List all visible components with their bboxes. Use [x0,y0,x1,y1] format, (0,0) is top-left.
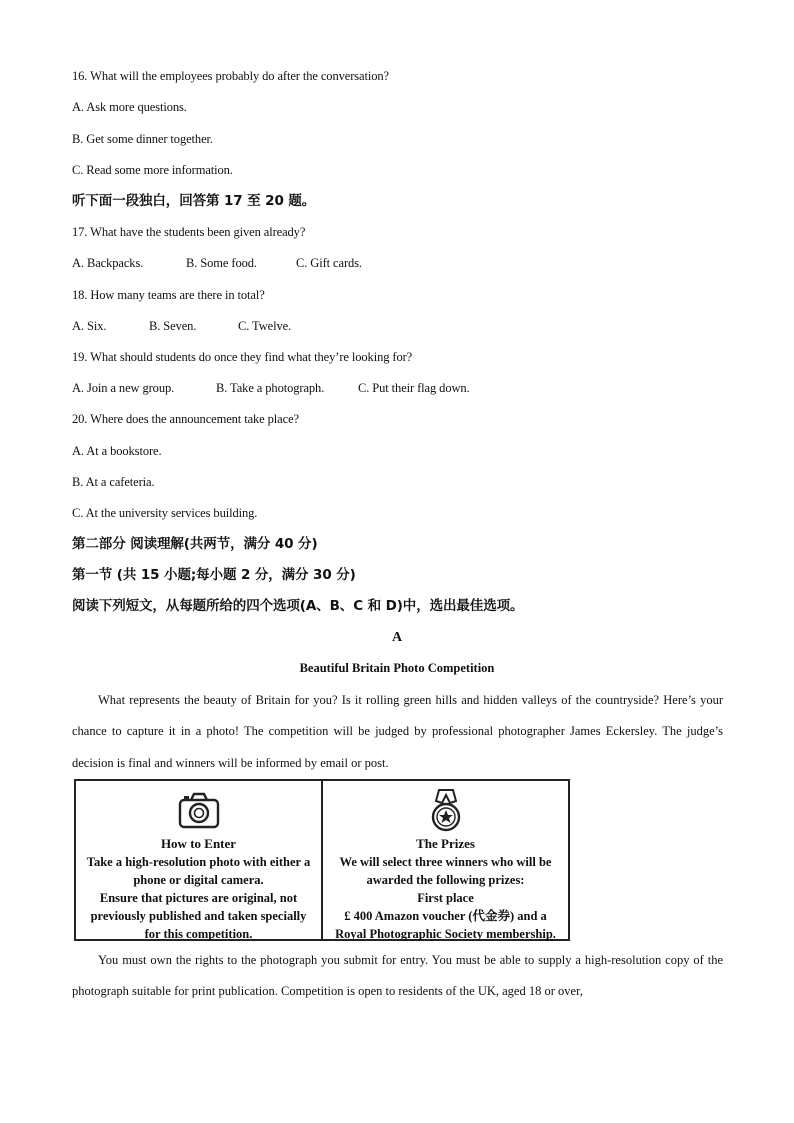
prizes-panel [323,781,568,939]
reading-instruction: 阅读下列短文，从每题所给的四个选项(A、B、C 和 D)中，选出最佳选项。 [72,598,524,614]
option-17c: C. Gift cards. [296,256,362,270]
listening-instruction: 听下面一段独白，回答第 17 至 20 题。 [72,193,316,209]
passage-title: Beautiful Britain Photo Competition [299,661,495,675]
option-19b: B. Take a photograph. [216,381,325,395]
camera-icon [76,789,321,833]
options-17 [72,255,362,271]
question-18: 18. How many teams are there in total? [72,288,265,302]
paragraph-1-text: What represents the beauty of Britain for you? Is it rolling green hills and hidden valleys of the countryside? Here’s your chance to capture it in a photo! The competition will be judged by professional photographer James Eckersley. The judge’s decision is final and winners will be informed by email or post. [72,693,723,770]
option-19a: A. Join a new group. [72,381,175,395]
option-18c: C. Twelve. [238,319,292,333]
option-20b: B. At a cafeteria. [72,475,155,489]
enter-line-1: Take a high-resolution photo with either a [86,855,311,869]
prize-line-1: We will select three winners who will be [339,855,552,869]
option-18a: A. Six. [72,319,107,333]
enter-line-5: for this competition. [144,927,253,941]
option-18b: B. Seven. [149,319,197,333]
part2-title: 第二部分 阅读理解(共两节，满分 40 分) [72,536,318,552]
paragraph-2-text: You must own the rights to the photograph you submit for entry. You must be able to supply a high-resolution copy of the photograph suitable for print publication. Competition is open to residents of the UK, aged 18 or over, [72,953,723,999]
info-box [74,779,570,941]
question-19: 19. What should students do once they find what they’re looking for? [72,350,413,364]
option-20a: A. At a bookstore. [72,444,162,458]
enter-line-2: phone or digital camera. [133,873,264,887]
passage-letter: A [391,630,403,645]
prize-line-3: First place [417,891,474,905]
question-16: 16. What will the employees probably do after the conversation? [72,69,389,83]
option-16a: A. Ask more questions. [72,100,187,114]
paragraph-1 [72,685,723,779]
options-19 [72,380,470,396]
enter-line-4: previously published and taken specially [90,909,307,923]
option-16b: B. Get some dinner together. [72,132,213,146]
paragraph-2 [72,945,723,1008]
how-to-enter-heading: How to Enter [160,836,237,851]
prizes-heading: The Prizes [416,836,475,851]
question-20: 20. Where does the announcement take place? [72,412,299,426]
option-19c: C. Put their flag down. [358,381,470,395]
question-17: 17. What have the students been given already? [72,225,306,239]
option-20c: C. At the university services building. [72,506,258,520]
enter-line-3: Ensure that pictures are original, not [99,891,298,905]
prize-line-2: awarded the following prizes: [366,873,525,887]
option-17a: A. Backpacks. [72,256,144,270]
prize-line-4: £ 400 Amazon voucher (代金券) and a [344,909,547,923]
how-to-enter-panel [76,781,323,939]
option-16c: C. Read some more information. [72,163,233,177]
options-18 [72,318,291,334]
option-17b: B. Some food. [186,256,257,270]
prize-line-5: Royal Photographic Society membership. [335,927,556,941]
section1-title: 第一节 (共 15 小题;每小题 2 分，满分 30 分) [72,567,356,583]
medal-icon [323,789,568,833]
